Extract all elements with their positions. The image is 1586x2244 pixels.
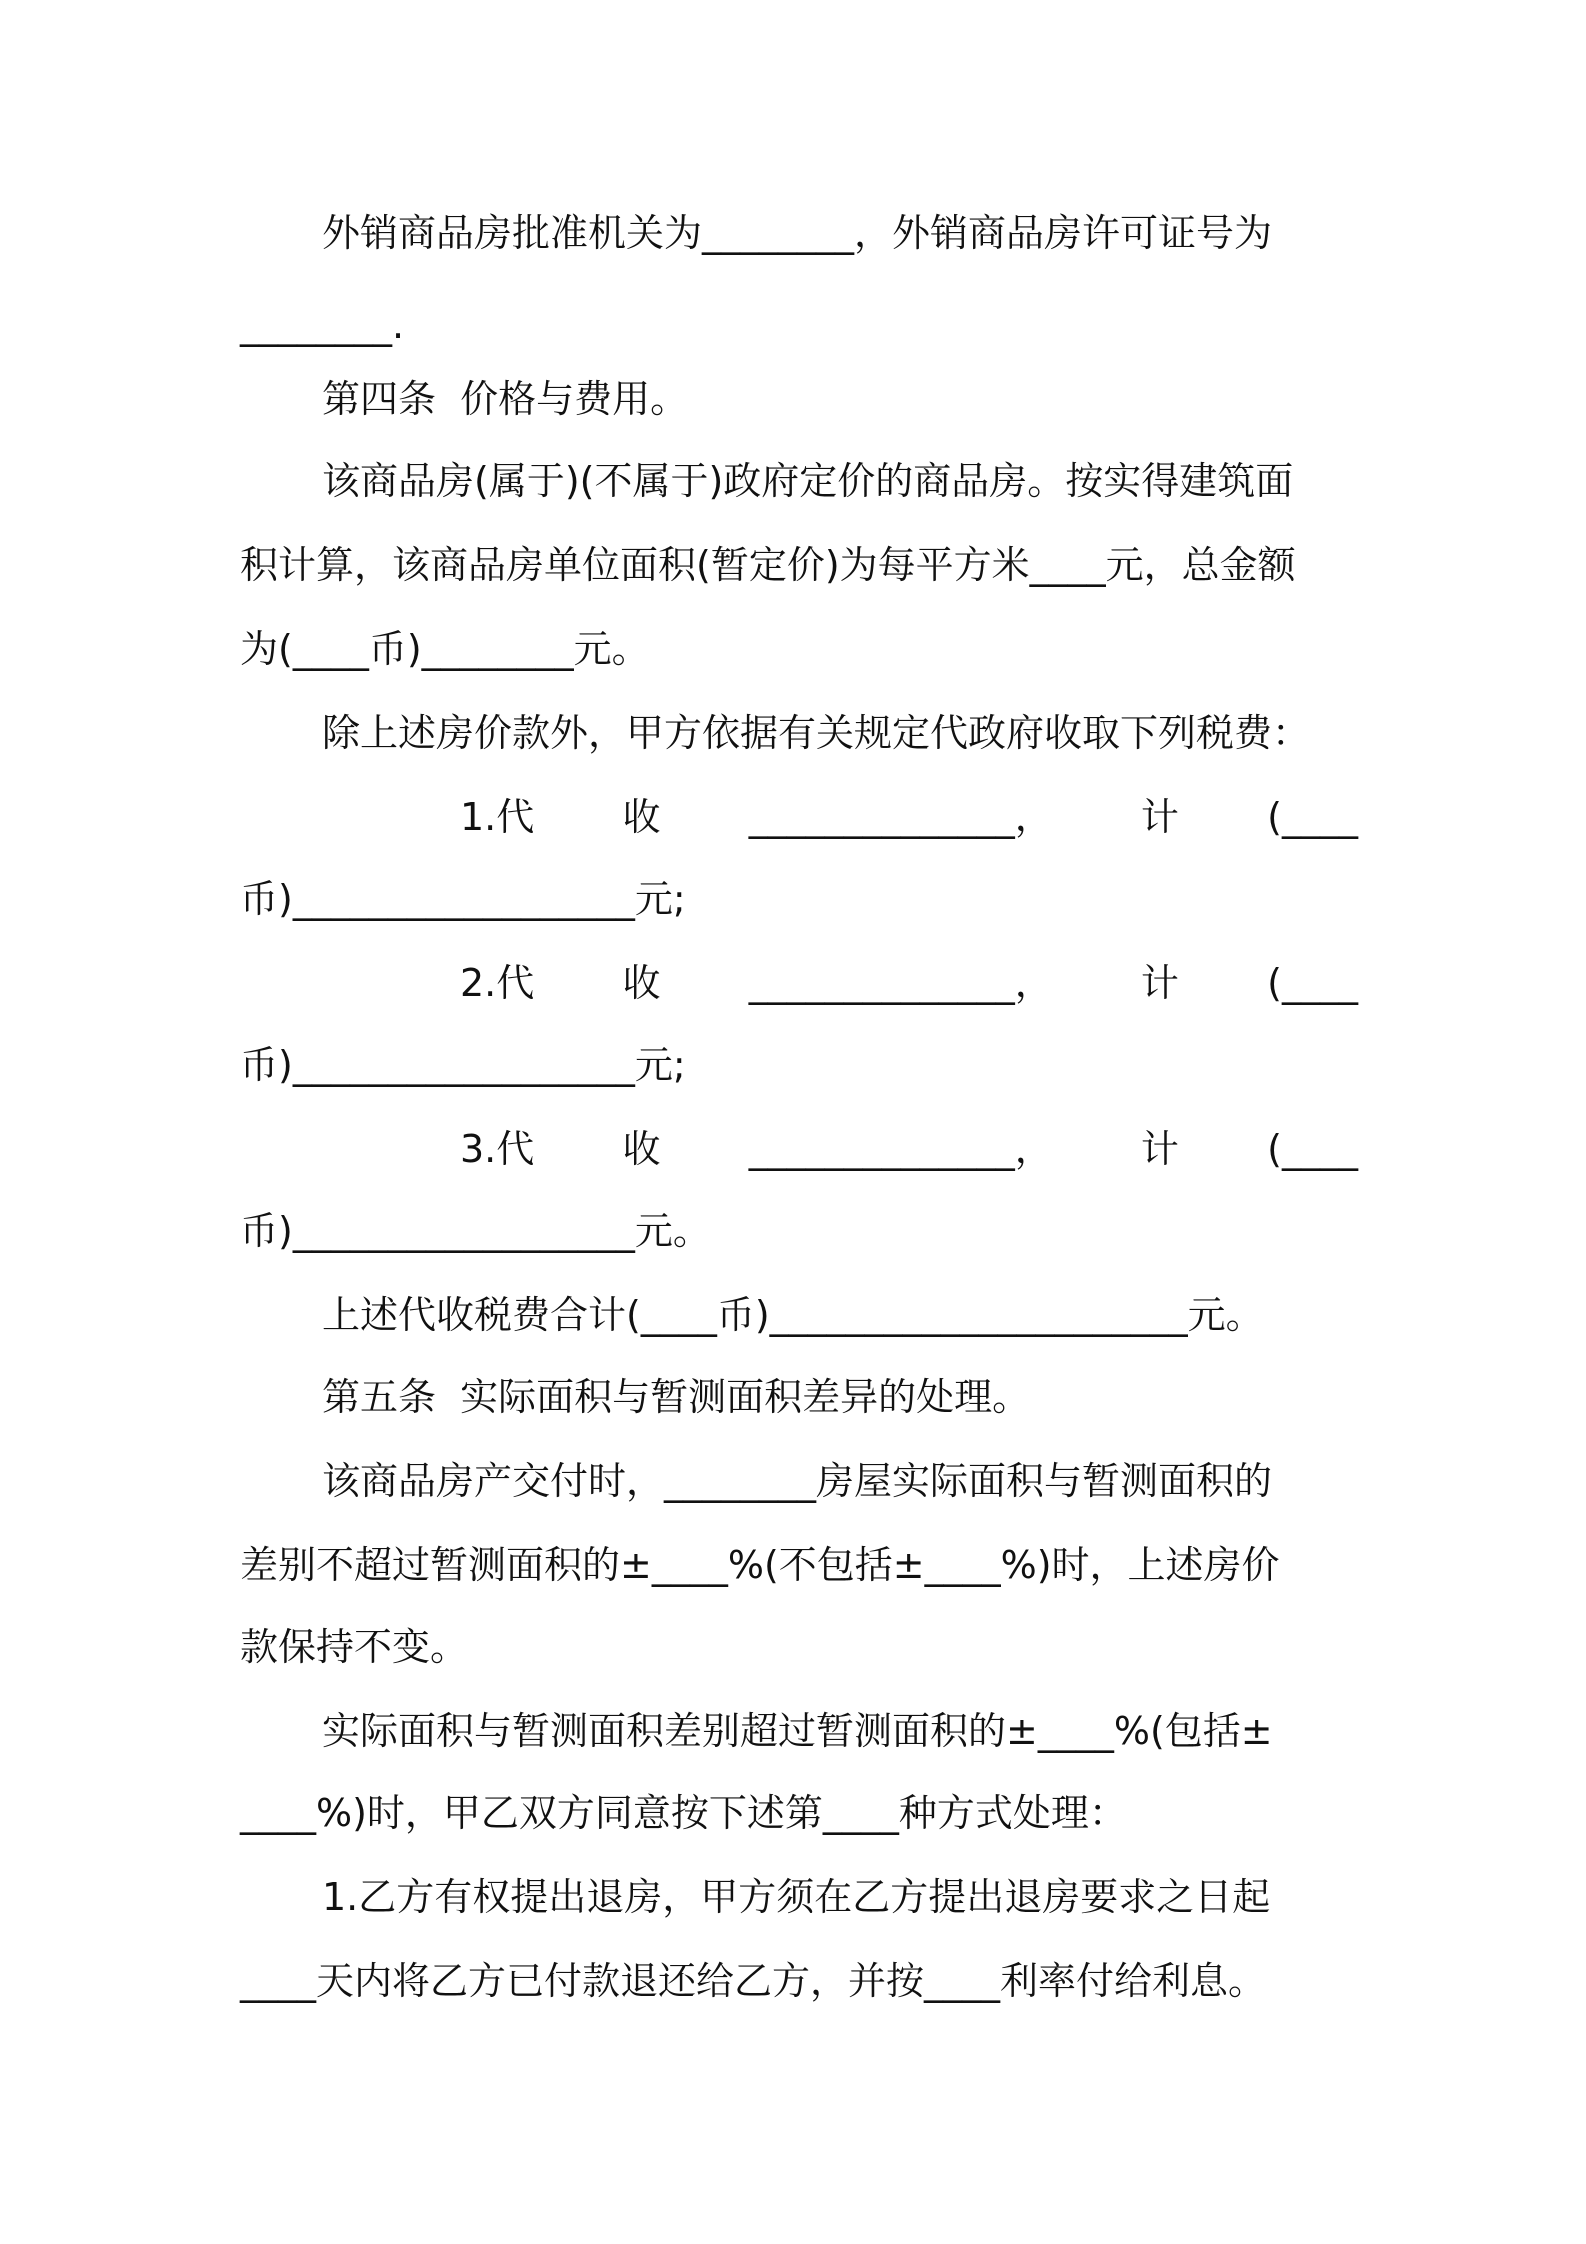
paragraph-line: 1.乙方有权提出退房，甲方须在乙方提出退房要求之日起	[322, 1875, 1271, 1919]
tax-item-currency: (____	[1267, 1127, 1358, 1171]
paragraph-line: ____%)时，甲乙双方同意按下述第____种方式处理：	[240, 1791, 1127, 1835]
paragraph-line: 为(____币)________元。	[240, 627, 650, 671]
tax-item-amount-label: 计	[1140, 961, 1179, 1005]
section-heading: 第四条 价格与费用。	[322, 377, 689, 421]
paragraph-line: 积计算，该商品房单位面积(暂定价)为每平方米____元，总金额	[240, 543, 1296, 587]
tax-item-row	[460, 1124, 1358, 1174]
paragraph-line: ________.	[240, 303, 405, 347]
section-heading: 第五条 实际面积与暂测面积差异的处理。	[322, 1375, 1031, 1419]
paragraph-line: 外销商品房批准机关为________，外销商品房许可证号为	[322, 211, 1273, 255]
tax-item-blank: ______________，	[748, 961, 1053, 1005]
paragraph-line: 除上述房价款外，甲方依据有关规定代政府收取下列税费：	[322, 711, 1311, 755]
tax-item-amount-label: 计	[1140, 1127, 1179, 1171]
tax-item-amount-label: 计	[1140, 795, 1179, 839]
paragraph-line: 差别不超过暂测面积的±____%(不包括±____%)时，上述房价	[240, 1543, 1280, 1587]
tax-item-currency: (____	[1267, 795, 1358, 839]
paragraph-line: 上述代收税费合计(____币)______________________元。	[322, 1293, 1264, 1337]
tax-item-row	[460, 958, 1358, 1008]
tax-item-currency: (____	[1267, 961, 1358, 1005]
paragraph-line: 币)__________________元。	[240, 1209, 711, 1253]
tax-item-number: 1.代	[460, 795, 535, 839]
paragraph-line: 币)__________________元;	[240, 1043, 686, 1087]
paragraph-line: ____天内将乙方已付款退还给乙方，并按____利率付给利息。	[240, 1959, 1267, 2003]
tax-item-collect: 收	[622, 795, 661, 839]
paragraph-line: 该商品房产交付时，________房屋实际面积与暂测面积的	[322, 1459, 1273, 1503]
paragraph-line: 币)__________________元;	[240, 877, 686, 921]
tax-item-collect: 收	[622, 1127, 661, 1171]
tax-item-blank: ______________，	[748, 1127, 1053, 1171]
tax-item-blank: ______________，	[748, 795, 1053, 839]
tax-item-number: 2.代	[460, 961, 535, 1005]
tax-item-number: 3.代	[460, 1127, 535, 1171]
tax-item-row	[460, 792, 1358, 842]
tax-item-collect: 收	[622, 961, 661, 1005]
paragraph-line: 款保持不变。	[240, 1625, 469, 1669]
paragraph-line: 该商品房(属于)(不属于)政府定价的商品房。按实得建筑面	[322, 459, 1294, 503]
paragraph-line: 实际面积与暂测面积差别超过暂测面积的±____%(包括±	[322, 1709, 1273, 1753]
